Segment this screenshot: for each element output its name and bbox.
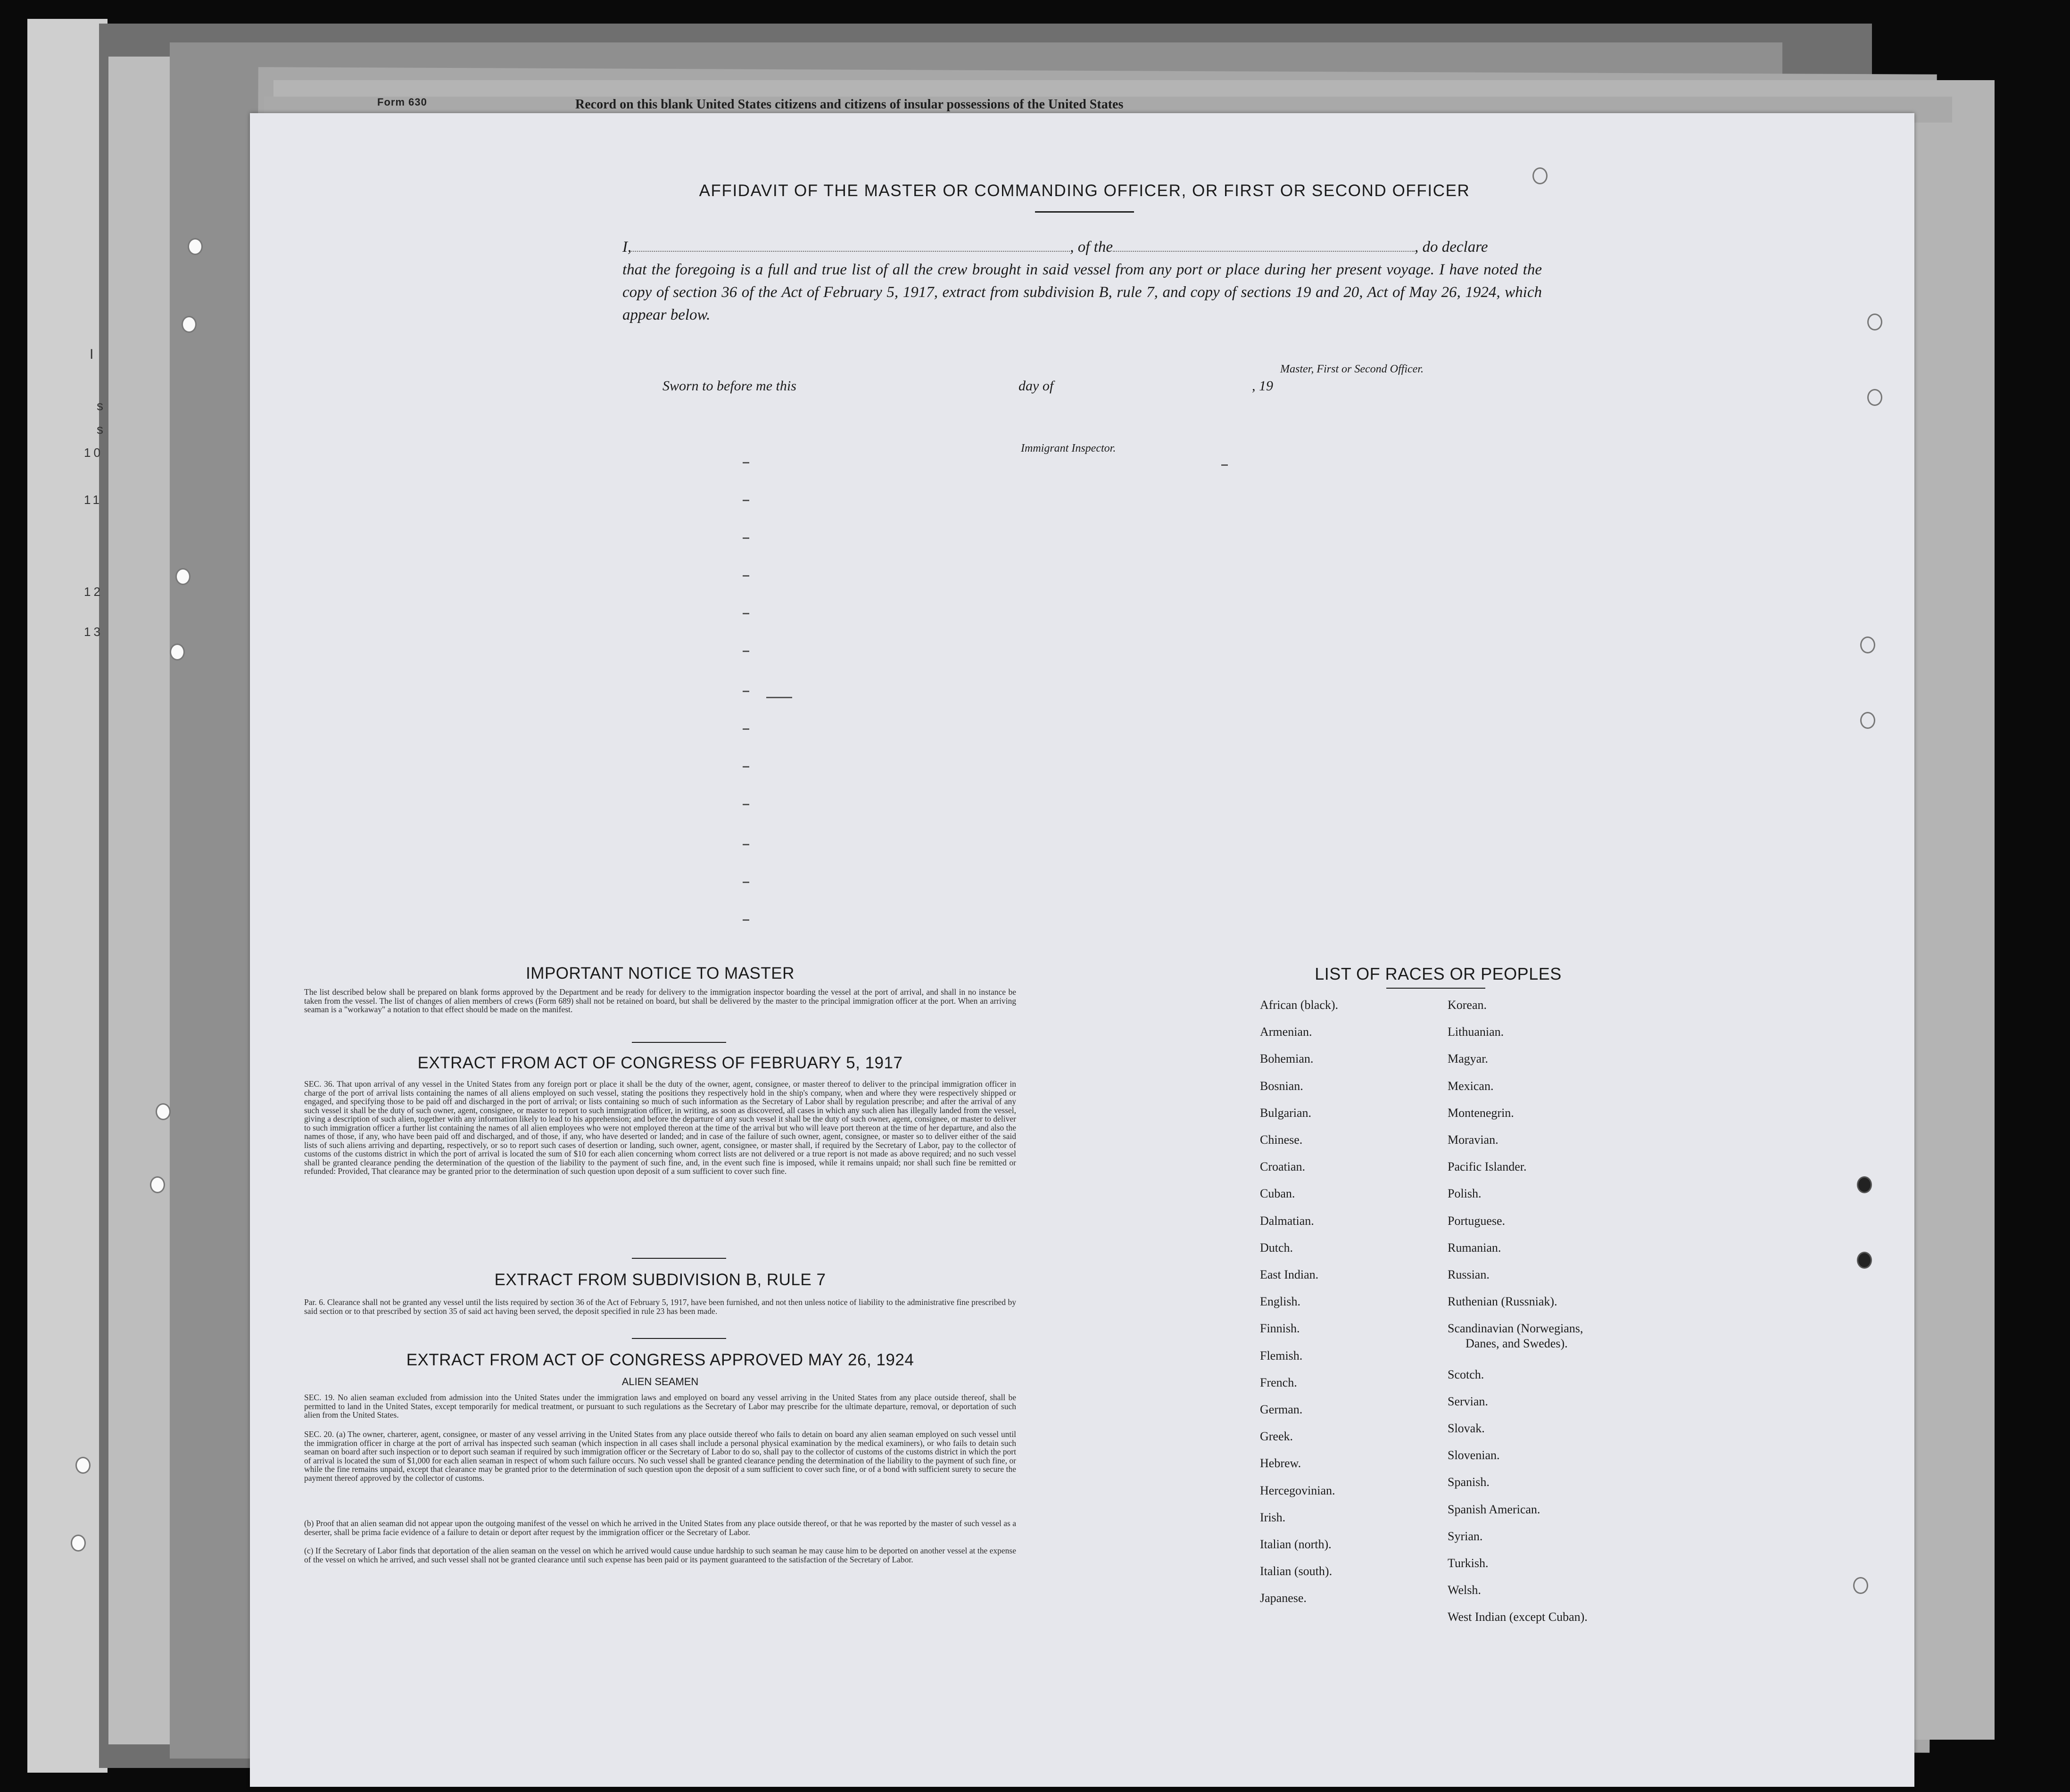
section-rule — [632, 1042, 726, 1043]
dash-mark — [743, 575, 749, 577]
affidavit-of-the: , of the — [1070, 239, 1113, 256]
races-title: LIST OF RACES OR PEOPLES — [1315, 964, 1562, 983]
race-item: Moravian. — [1448, 1133, 1499, 1147]
race-item: English. — [1260, 1295, 1300, 1309]
race-item: Hercegovinian. — [1260, 1483, 1335, 1497]
race-item: Syrian. — [1448, 1529, 1483, 1543]
race-item: Slovak. — [1448, 1421, 1485, 1435]
race-item: African (black). — [1260, 998, 1339, 1012]
race-item: Bosnian. — [1260, 1079, 1303, 1093]
affidavit-do-declare: , do declare — [1414, 239, 1488, 256]
race-item: Montenegrin. — [1448, 1106, 1514, 1120]
race-item: Portuguese. — [1448, 1214, 1506, 1228]
punch-hole — [188, 238, 203, 255]
race-item: East Indian. — [1260, 1268, 1319, 1281]
race-item: Bulgarian. — [1260, 1106, 1312, 1120]
punch-hole — [1867, 314, 1882, 330]
dash-mark — [743, 919, 749, 921]
dash-mark — [743, 651, 749, 652]
extract-1917-text: SEC. 36. That upon arrival of any vessel in the United States from any foreign port or place it shall be the duty of the owner, agent, consignee, or master thereof to deliver to the principal immigration officer in charge of the port of arrival lists containing the names of all aliens employed on such vessel, stating the positions they respectively hold in the ship's company, when and where they were respectively shipped or engaged, and specifying those to be paid off and discharged in the port of arrival; or lists containing so much of such information as the Secretary of Labor shall by regulation prescribe; and after the arrival of any such vessel it shall be the duty of such owner, agent, consignee, or master to report to such immigration officer, in writing, as soon as discovered, all cases in which any such alien has illegally landed from the vessel, giving a description of such alien, together with any information likely to lead to his apprehension; and before the departure of any such vessel it shall be the duty of such owner, agent, consignee, or master to deliver to such immigration officer a further list containing the names of all alien employees who were not employed thereon at the time of the arrival but who will leave port thereon at the time of her departure, and also the names of those, if any, who have been paid off and discharged, and of those, if any, who have deserted or landed; and in case of the failure of such owner, agent, consignee, or master so to deliver either of the said lists of such aliens arriving and departing, respectively, or so to report such cases of desertion or landing, such owner, agent, consignee, or master shall, if required by the Secretary of Labor, pay to the collector of customs of the customs district in which the port of arrival is located the sum of $10 for each alien concerning whom correct lists are not delivered or a true report is not made as above required; and no such vessel shall be granted clearance pending the determination of the question of the liability to the payment of such fine, and, in the event such fine is imposed, while it remains unpaid; nor shall such fine be remitted or refunded: Provided, That clearance may be granted prior to the determination of such question upon deposit of a sum sufficient to cover such fine. — [304, 1079, 1016, 1176]
notice-title: IMPORTANT NOTICE TO MASTER — [526, 964, 795, 983]
margin-mark: 12 — [84, 585, 103, 599]
affidavit-declaration — [622, 236, 1542, 326]
race-item: Turkish. — [1448, 1556, 1489, 1570]
race-item: West Indian (except Cuban). — [1448, 1610, 1588, 1624]
race-item: Greek. — [1260, 1429, 1293, 1444]
vessel-blank[interactable] — [1113, 251, 1415, 252]
extract-1924-sec20b: (b) Proof that an alien seaman did not appear upon the outgoing manifest of the vessel on which he arrived in the United States from any place outside thereof, or that he was reported by the master of such vessel as a deserter, shall be prima facie evidence of a failure to detain or deport after request by the immigration officer or the Secretary of Labor. — [304, 1519, 1016, 1537]
dash-mark — [743, 613, 749, 614]
form-number-label: Form 630 — [377, 96, 427, 108]
race-item: Mexican. — [1448, 1079, 1494, 1093]
dash-mark — [743, 462, 749, 463]
punch-hole — [156, 1103, 171, 1120]
margin-mark: s — [97, 422, 103, 437]
extract-1917-title: EXTRACT FROM ACT OF CONGRESS OF FEBRUARY 5, 1917 — [417, 1054, 903, 1072]
extract-1924-sec20c: (c) If the Secretary of Labor finds that deportation of the alien seaman on the vessel on which he arrived would cause undue hardship to such seaman he may cause him to be deported on another vessel at the expense of the vessel on which he arrived, and such vessel shall not be granted clearance until such expense has been paid or its payment guaranteed to the satisfaction of the Secretary of Labor. — [304, 1546, 1016, 1564]
affidavit-title: AFFIDAVIT OF THE MASTER OR COMMANDING OFFICER, OR FIRST OR SECOND OFFICER — [699, 182, 1470, 200]
race-item: German. — [1260, 1403, 1303, 1416]
race-item: Finnish. — [1260, 1321, 1300, 1336]
race-item: Hebrew. — [1260, 1456, 1301, 1470]
affidavit-body: that the foregoing is a full and true list of all the crew brought in said vessel from any port or place during her present voyage. I have noted the copy of section 36 of the Act of February 5, 1917, extract from subdivision B, rule 7, and copy of sections 19 and 20, Act of May 26, 1924, which appear below. — [622, 261, 1542, 323]
dash-mark — [743, 844, 749, 845]
race-item: Magyar. — [1448, 1052, 1488, 1066]
inspector-signature-caption: Immigrant Inspector. — [1021, 442, 1116, 454]
race-item: Italian (south). — [1260, 1564, 1333, 1578]
dash-mark — [743, 728, 749, 730]
sworn-label: Sworn to before me this — [662, 378, 796, 394]
notice-text: The list described below shall be prepared on blank forms approved by the Department and be ready for delivery to the immigration inspector boarding the vessel at the port of arrival, and shall in no instance be taken from the vessel. The list of changes of alien members of crews (Form 689) shall not be retained on board, but shall be delivered by the master to the principal immigration officer at the port. When an arriving seaman is a "workaway" a notation to that effect should be made on the manifest. — [304, 987, 1016, 1014]
section-rule — [632, 1338, 726, 1339]
race-item: Scandinavian (Norwegians, — [1448, 1321, 1583, 1336]
dash-mark — [743, 537, 749, 539]
punch-hole — [1853, 1577, 1868, 1594]
section-rule — [632, 1258, 726, 1259]
punch-hole — [182, 316, 197, 333]
race-item: Rumanian. — [1448, 1240, 1501, 1255]
race-item: Cuban. — [1260, 1187, 1295, 1201]
margin-mark: 11 — [84, 493, 102, 507]
margin-mark: 10 — [84, 446, 103, 460]
dash-mark — [1221, 464, 1228, 466]
race-item: Scotch. — [1448, 1367, 1484, 1381]
race-item: Servian. — [1448, 1394, 1488, 1408]
extract-rule7-title: EXTRACT FROM SUBDIVISION B, RULE 7 — [494, 1271, 826, 1289]
punch-hole — [75, 1457, 91, 1474]
race-item: Danes, and Swedes). — [1466, 1337, 1568, 1351]
race-item: Slovenian. — [1448, 1448, 1500, 1462]
extract-1924-sec19: SEC. 19. No alien seaman excluded from admission into the United States under the immigration laws and employed on board any vessel arriving in the United States from any place outside thereof, shall be permitted to land in the United States, except temporarily for medical treatment, or pursuant to such regulations as the Secretary of Labor may prescribe for the ultimate departure, removal, or deportation of such alien from the United States. — [304, 1393, 1016, 1420]
margin-mark: I — [90, 347, 94, 362]
dash-mark — [743, 804, 749, 805]
extract-1924-subtitle: ALIEN SEAMEN — [621, 1376, 699, 1387]
race-item: Russian. — [1448, 1268, 1490, 1281]
race-item: Flemish. — [1260, 1348, 1303, 1363]
dash-mark — [743, 882, 749, 883]
punch-hole — [1857, 1176, 1872, 1193]
race-item: Polish. — [1448, 1187, 1482, 1201]
punch-hole — [1867, 389, 1882, 406]
dash-mark — [743, 691, 749, 692]
punch-hole — [71, 1535, 86, 1552]
day-of-label: day of — [1018, 378, 1054, 394]
extract-1924-title: EXTRACT FROM ACT OF CONGRESS APPROVED MAY 26, 1924 — [406, 1351, 914, 1369]
race-item: Pacific Islander. — [1448, 1160, 1527, 1174]
dash-mark — [743, 766, 749, 768]
race-item: Dalmatian. — [1260, 1214, 1314, 1228]
race-item: French. — [1260, 1375, 1297, 1389]
affidavit-pronoun: I, — [622, 239, 632, 256]
races-title-rule — [1386, 988, 1485, 989]
race-item: Ruthenian (Russniak). — [1448, 1295, 1557, 1309]
punch-hole — [170, 644, 185, 661]
underlying-sheet-left — [27, 19, 108, 1773]
margin-mark: 13 — [84, 625, 103, 639]
race-item: Welsh. — [1448, 1583, 1481, 1597]
race-item: Japanese. — [1260, 1591, 1307, 1605]
punch-hole — [1532, 167, 1548, 184]
punch-hole — [175, 568, 190, 585]
year-label: , 19 — [1252, 378, 1273, 394]
underlying-header-caption: Record on this blank United States citizens and citizens of insular possessions of the United States — [575, 97, 1124, 112]
title-rule — [1035, 211, 1134, 213]
dash-mark — [743, 500, 749, 501]
extract-rule7-text: Par. 6. Clearance shall not be granted any vessel until the lists required by section 36 of the Act of February 5, 1917, have been furnished, and not then unless notice of liability to the administrative fine prescribed by said section or to that prescribed by section 35 of said act having been served, the deposit specified in rule 23 has been made. — [304, 1297, 1016, 1316]
race-item: Irish. — [1260, 1510, 1286, 1524]
race-item: Bohemian. — [1260, 1052, 1314, 1066]
punch-hole — [1857, 1252, 1872, 1269]
punch-hole — [1860, 712, 1875, 729]
officer-signature-caption: Master, First or Second Officer. — [1280, 363, 1424, 375]
race-item: Spanish American. — [1448, 1502, 1540, 1516]
race-item: Lithuanian. — [1448, 1025, 1504, 1039]
race-item: Korean. — [1448, 998, 1487, 1012]
punch-hole — [1860, 636, 1875, 653]
punch-hole — [150, 1176, 165, 1193]
race-item: Armenian. — [1260, 1025, 1312, 1039]
race-item: Italian (north). — [1260, 1537, 1332, 1551]
race-item: Croatian. — [1260, 1160, 1306, 1174]
race-item: Chinese. — [1260, 1133, 1303, 1147]
extract-1924-sec20a: SEC. 20. (a) The owner, charterer, agent, consignee, or master of any vessel arriving in the United States from any place outside thereof who fails to detain on board any alien seaman employed on such vessel until the immigration officer in charge at the port of arrival has inspected such seaman (which inspection in all cases shall include a personal physical examination by the medical examiners), or who fails to detain such seaman on board after such inspection or to deport such seaman if required by such immigration officer or the Secretary of Labor to do so, shall pay to the collector of customs of the customs district in which the port of arrival is located the sum of $1,000 for each alien seaman in respect of whom such failure occurs. No such vessel shall be granted clearance pending the determination of the liability to the payment of such fine, or while the fine remains unpaid, except that clearance may be granted prior to the determination of such question upon the deposit of a sum sufficient to cover such fine, or of a bond with sufficient surety to secure the payment thereof approved by the collector of customs. — [304, 1429, 1016, 1483]
margin-mark: s — [97, 398, 103, 413]
dash-mark — [766, 697, 792, 698]
name-blank[interactable] — [631, 251, 1070, 252]
race-item: Spanish. — [1448, 1475, 1490, 1489]
race-item: Dutch. — [1260, 1240, 1293, 1255]
